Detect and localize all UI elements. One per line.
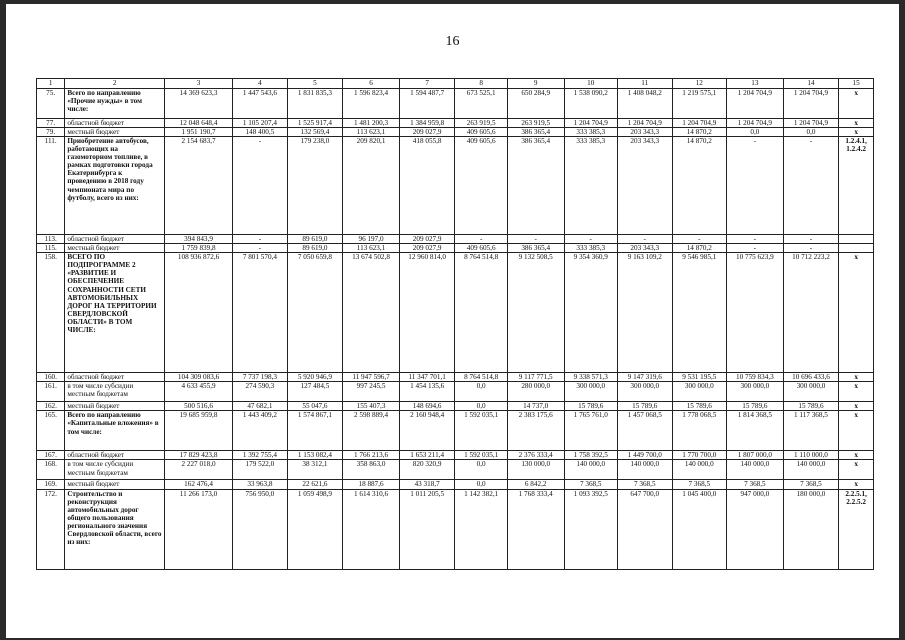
row-number: 158. bbox=[37, 253, 65, 373]
amount-cell: 108 936 872,6 bbox=[164, 253, 232, 373]
amount-cell: - bbox=[727, 244, 784, 253]
amount-cell: 8 764 514,8 bbox=[455, 373, 507, 382]
amount-cell: 1 592 035,1 bbox=[455, 411, 507, 451]
amount-cell: 2 227 018,0 bbox=[164, 460, 232, 480]
row-number: 165. bbox=[37, 411, 65, 451]
amount-cell: 14 369 623,3 bbox=[164, 89, 232, 119]
target-indicator-cell: x bbox=[839, 373, 874, 382]
table-row bbox=[37, 89, 874, 119]
amount-cell: 7 737 198,3 bbox=[233, 373, 288, 382]
amount-cell: 386 365,4 bbox=[507, 244, 564, 253]
amount-cell: 263 919,5 bbox=[455, 119, 507, 128]
amount-cell: 10 712 223,2 bbox=[783, 253, 839, 373]
target-indicator-cell bbox=[839, 244, 874, 253]
amount-cell: 209 027,9 bbox=[399, 128, 455, 137]
header-cell: 5 bbox=[287, 79, 343, 89]
amount-cell: 409 605,6 bbox=[455, 128, 507, 137]
row-title: областной бюджет bbox=[65, 373, 165, 382]
amount-cell: 11 266 173,0 bbox=[164, 489, 232, 569]
amount-cell: 0,0 bbox=[455, 382, 507, 402]
amount-cell: 155 407,3 bbox=[343, 402, 400, 411]
row-title: Приобретение автобусов, работающих на газомоторном топливе, в рамках подготовки города Екатеринбурга к проведению в 2018 году чемпионата мира по футболу, всего из них: bbox=[65, 137, 165, 235]
amount-cell: 140 000,0 bbox=[564, 460, 617, 480]
amount-cell: 1 574 867,1 bbox=[287, 411, 343, 451]
amount-cell: 1 408 048,2 bbox=[617, 89, 672, 119]
table-row bbox=[37, 382, 874, 402]
amount-cell: - bbox=[783, 137, 839, 235]
amount-cell: 300 000,0 bbox=[564, 382, 617, 402]
amount-cell: 1 449 700,0 bbox=[617, 451, 672, 460]
amount-cell: 0,0 bbox=[455, 402, 507, 411]
target-indicator-cell: 2.2.5.1, 2.2.5.2 bbox=[839, 489, 874, 569]
amount-cell: 0,0 bbox=[455, 460, 507, 480]
amount-cell: 1 614 310,6 bbox=[343, 489, 400, 569]
amount-cell: 179 238,0 bbox=[287, 137, 343, 235]
amount-cell: 9 531 195,5 bbox=[672, 373, 727, 382]
amount-cell: 7 368,5 bbox=[564, 480, 617, 489]
header-cell: 3 bbox=[164, 79, 232, 89]
target-indicator-cell: x bbox=[839, 402, 874, 411]
row-number: 168. bbox=[37, 460, 65, 480]
amount-cell: - bbox=[727, 235, 784, 244]
amount-cell: 6 842,2 bbox=[507, 480, 564, 489]
amount-cell: - bbox=[783, 235, 839, 244]
amount-cell: - bbox=[617, 235, 672, 244]
amount-cell: 203 343,3 bbox=[617, 244, 672, 253]
amount-cell: 43 318,7 bbox=[399, 480, 455, 489]
amount-cell: 15 789,6 bbox=[727, 402, 784, 411]
amount-cell: 409 605,6 bbox=[455, 137, 507, 235]
amount-cell: 9 546 985,1 bbox=[672, 253, 727, 373]
amount-cell: 2 154 683,7 bbox=[164, 137, 232, 235]
amount-cell: 12 048 648,4 bbox=[164, 119, 232, 128]
amount-cell: 11 347 701,1 bbox=[399, 373, 455, 382]
amount-cell: 1 392 755,4 bbox=[233, 451, 288, 460]
amount-cell: 19 685 959,8 bbox=[164, 411, 232, 451]
amount-cell: - bbox=[727, 137, 784, 235]
amount-cell: 300 000,0 bbox=[672, 382, 727, 402]
amount-cell: 1 011 205,5 bbox=[399, 489, 455, 569]
document-page bbox=[6, 4, 899, 638]
amount-cell: 1 204 704,9 bbox=[617, 119, 672, 128]
amount-cell: 18 887,6 bbox=[343, 480, 400, 489]
amount-cell: 647 700,0 bbox=[617, 489, 672, 569]
amount-cell: 2 383 175,6 bbox=[507, 411, 564, 451]
amount-cell: 1 204 704,9 bbox=[727, 119, 784, 128]
amount-cell: 0,0 bbox=[727, 128, 784, 137]
amount-cell: 1 204 704,9 bbox=[727, 89, 784, 119]
amount-cell: 1 766 213,6 bbox=[343, 451, 400, 460]
amount-cell: 7 368,5 bbox=[617, 480, 672, 489]
amount-cell: 1 443 409,2 bbox=[233, 411, 288, 451]
amount-cell: 12 960 814,0 bbox=[399, 253, 455, 373]
amount-cell: - bbox=[233, 137, 288, 235]
target-indicator-cell: x bbox=[839, 480, 874, 489]
header-cell: 9 bbox=[507, 79, 564, 89]
amount-cell: 14 870,2 bbox=[672, 244, 727, 253]
amount-cell: 4 633 455,9 bbox=[164, 382, 232, 402]
amount-cell: 10 775 623,9 bbox=[727, 253, 784, 373]
amount-cell: 1 807 000,0 bbox=[727, 451, 784, 460]
table-row bbox=[37, 411, 874, 451]
target-indicator-cell: x bbox=[839, 89, 874, 119]
amount-cell: 140 000,0 bbox=[617, 460, 672, 480]
row-title: местный бюджет bbox=[65, 128, 165, 137]
amount-cell: 127 484,5 bbox=[287, 382, 343, 402]
amount-cell: 1 758 392,5 bbox=[564, 451, 617, 460]
amount-cell: 10 696 433,6 bbox=[783, 373, 839, 382]
amount-cell: 15 789,6 bbox=[783, 402, 839, 411]
table-row bbox=[37, 137, 874, 235]
amount-cell: 9 132 508,5 bbox=[507, 253, 564, 373]
amount-cell: 113 623,1 bbox=[343, 244, 400, 253]
amount-cell: 1 384 959,8 bbox=[399, 119, 455, 128]
amount-cell: 8 764 514,8 bbox=[455, 253, 507, 373]
header-cell: 8 bbox=[455, 79, 507, 89]
amount-cell: 9 338 571,3 bbox=[564, 373, 617, 382]
target-indicator-cell: x bbox=[839, 119, 874, 128]
amount-cell: 1 525 917,4 bbox=[287, 119, 343, 128]
table-row bbox=[37, 460, 874, 480]
amount-cell: 1 596 823,4 bbox=[343, 89, 400, 119]
amount-cell: 5 920 946,9 bbox=[287, 373, 343, 382]
target-indicator-cell bbox=[839, 235, 874, 244]
amount-cell: 1 592 035,1 bbox=[455, 451, 507, 460]
amount-cell: 1 770 700,0 bbox=[672, 451, 727, 460]
row-title: Всего по направлению «Прочие нужды» в том числе: bbox=[65, 89, 165, 119]
header-cell: 15 bbox=[839, 79, 874, 89]
table-row bbox=[37, 119, 874, 128]
amount-cell: 274 590,3 bbox=[233, 382, 288, 402]
amount-cell: 1 204 704,9 bbox=[564, 119, 617, 128]
row-title: местный бюджет bbox=[65, 480, 165, 489]
amount-cell: 1 093 392,5 bbox=[564, 489, 617, 569]
amount-cell: 9 147 319,6 bbox=[617, 373, 672, 382]
header-cell: 13 bbox=[727, 79, 784, 89]
amount-cell: 1 045 400,0 bbox=[672, 489, 727, 569]
row-number: 113. bbox=[37, 235, 65, 244]
table-row bbox=[37, 373, 874, 382]
row-title: ВСЕГО ПО ПОДПРОГРАММЕ 2 «РАЗВИТИЕ И ОБЕСПЕЧЕНИЕ СОХРАННОСТИ СЕТИ АВТОМОБИЛЬНЫХ ДОРОГ НА ТЕРРИТОРИИ СВЕРДЛОВСКОЙ ОБЛАСТИ» В ТОМ ЧИСЛЕ: bbox=[65, 253, 165, 373]
header-cell: 14 bbox=[783, 79, 839, 89]
amount-cell: - bbox=[455, 235, 507, 244]
amount-cell: 650 284,9 bbox=[507, 89, 564, 119]
header-cell: 11 bbox=[617, 79, 672, 89]
amount-cell: 104 309 083,6 bbox=[164, 373, 232, 382]
amount-cell: 1 481 200,3 bbox=[343, 119, 400, 128]
amount-cell: 1 059 498,9 bbox=[287, 489, 343, 569]
amount-cell: 409 605,6 bbox=[455, 244, 507, 253]
amount-cell: 14 870,2 bbox=[672, 137, 727, 235]
amount-cell: 179 522,0 bbox=[233, 460, 288, 480]
amount-cell: 209 027,9 bbox=[399, 244, 455, 253]
header-cell: 4 bbox=[233, 79, 288, 89]
amount-cell: 33 963,8 bbox=[233, 480, 288, 489]
amount-cell: 500 516,6 bbox=[164, 402, 232, 411]
amount-cell: - bbox=[783, 244, 839, 253]
table-row bbox=[37, 253, 874, 373]
table-row bbox=[37, 128, 874, 137]
amount-cell: 13 674 502,8 bbox=[343, 253, 400, 373]
amount-cell: 1 538 090,2 bbox=[564, 89, 617, 119]
header-cell: 12 bbox=[672, 79, 727, 89]
amount-cell: - bbox=[233, 235, 288, 244]
header-cell: 1 bbox=[37, 79, 65, 89]
amount-cell: 203 343,3 bbox=[617, 128, 672, 137]
amount-cell: 7 368,5 bbox=[672, 480, 727, 489]
amount-cell: 1 105 207,4 bbox=[233, 119, 288, 128]
amount-cell: - bbox=[233, 244, 288, 253]
row-number: 162. bbox=[37, 402, 65, 411]
amount-cell: - bbox=[564, 235, 617, 244]
amount-cell: 140 000,0 bbox=[727, 460, 784, 480]
target-indicator-cell: x bbox=[839, 411, 874, 451]
amount-cell: 333 385,3 bbox=[564, 137, 617, 235]
amount-cell: 14 737,0 bbox=[507, 402, 564, 411]
amount-cell: 209 027,9 bbox=[399, 235, 455, 244]
amount-cell: 997 245,5 bbox=[343, 382, 400, 402]
table-header-row bbox=[37, 79, 874, 89]
amount-cell: 1 457 068,5 bbox=[617, 411, 672, 451]
amount-cell: 55 047,6 bbox=[287, 402, 343, 411]
amount-cell: 148 400,5 bbox=[233, 128, 288, 137]
amount-cell: 947 000,0 bbox=[727, 489, 784, 569]
row-title: местный бюджет bbox=[65, 402, 165, 411]
amount-cell: 15 789,6 bbox=[672, 402, 727, 411]
amount-cell: 394 843,9 bbox=[164, 235, 232, 244]
amount-cell: 386 365,4 bbox=[507, 137, 564, 235]
amount-cell: 418 055,8 bbox=[399, 137, 455, 235]
amount-cell: 140 000,0 bbox=[672, 460, 727, 480]
row-number: 172. bbox=[37, 489, 65, 569]
row-number: 167. bbox=[37, 451, 65, 460]
target-indicator-cell: x bbox=[839, 128, 874, 137]
row-number: 75. bbox=[37, 89, 65, 119]
header-cell: 2 bbox=[65, 79, 165, 89]
amount-cell: 1 765 761,0 bbox=[564, 411, 617, 451]
table-row bbox=[37, 489, 874, 569]
amount-cell: 1 117 368,5 bbox=[783, 411, 839, 451]
amount-cell: 333 385,3 bbox=[564, 128, 617, 137]
amount-cell: 113 623,1 bbox=[343, 128, 400, 137]
target-indicator-cell: x bbox=[839, 253, 874, 373]
row-title: областной бюджет bbox=[65, 451, 165, 460]
row-title: областной бюджет bbox=[65, 119, 165, 128]
amount-cell: 1 142 382,1 bbox=[455, 489, 507, 569]
amount-cell: 820 320,9 bbox=[399, 460, 455, 480]
amount-cell: 1 153 082,4 bbox=[287, 451, 343, 460]
target-indicator-cell: 1.2.4.1, 1.2.4.2 bbox=[839, 137, 874, 235]
amount-cell: 300 000,0 bbox=[783, 382, 839, 402]
amount-cell: - bbox=[672, 235, 727, 244]
row-number: 115. bbox=[37, 244, 65, 253]
amount-cell: 358 863,0 bbox=[343, 460, 400, 480]
amount-cell: 15 789,6 bbox=[617, 402, 672, 411]
row-title: областной бюджет bbox=[65, 235, 165, 244]
amount-cell: 162 476,4 bbox=[164, 480, 232, 489]
amount-cell: 1 951 190,7 bbox=[164, 128, 232, 137]
table-row bbox=[37, 402, 874, 411]
amount-cell: 130 000,0 bbox=[507, 460, 564, 480]
amount-cell: 280 000,0 bbox=[507, 382, 564, 402]
amount-cell: 1 204 704,9 bbox=[783, 119, 839, 128]
target-indicator-cell: x bbox=[839, 382, 874, 402]
amount-cell: 1 594 487,7 bbox=[399, 89, 455, 119]
amount-cell: 1 768 333,4 bbox=[507, 489, 564, 569]
budget-table bbox=[36, 78, 874, 570]
amount-cell: 89 619,0 bbox=[287, 244, 343, 253]
row-title: Всего по направлению «Капитальные вложения» в том числе: bbox=[65, 411, 165, 451]
target-indicator-cell: x bbox=[839, 460, 874, 480]
amount-cell: 89 619,0 bbox=[287, 235, 343, 244]
amount-cell: 1 454 135,6 bbox=[399, 382, 455, 402]
row-title: в том числе субсидии местным бюджетам bbox=[65, 460, 165, 480]
table-row bbox=[37, 235, 874, 244]
amount-cell: 9 163 109,2 bbox=[617, 253, 672, 373]
amount-cell: 140 000,0 bbox=[783, 460, 839, 480]
row-number: 79. bbox=[37, 128, 65, 137]
amount-cell: 22 621,6 bbox=[287, 480, 343, 489]
amount-cell: 263 919,5 bbox=[507, 119, 564, 128]
row-number: 161. bbox=[37, 382, 65, 402]
amount-cell: 756 950,0 bbox=[233, 489, 288, 569]
amount-cell: 2 160 948,4 bbox=[399, 411, 455, 451]
row-number: 77. bbox=[37, 119, 65, 128]
table-row bbox=[37, 244, 874, 253]
amount-cell: 209 820,1 bbox=[343, 137, 400, 235]
amount-cell: 148 694,6 bbox=[399, 402, 455, 411]
row-number: 111. bbox=[37, 137, 65, 235]
amount-cell: 1 204 704,9 bbox=[783, 89, 839, 119]
amount-cell: 17 829 423,8 bbox=[164, 451, 232, 460]
row-title: в том числе субсидии местным бюджетам bbox=[65, 382, 165, 402]
table-row bbox=[37, 480, 874, 489]
amount-cell: 9 117 771,5 bbox=[507, 373, 564, 382]
amount-cell: 2 598 889,4 bbox=[343, 411, 400, 451]
amount-cell: 7 050 659,8 bbox=[287, 253, 343, 373]
amount-cell: 0,0 bbox=[783, 128, 839, 137]
amount-cell: - bbox=[507, 235, 564, 244]
amount-cell: 7 368,5 bbox=[783, 480, 839, 489]
page-number: 16 bbox=[445, 34, 460, 49]
amount-cell: 1 219 575,1 bbox=[672, 89, 727, 119]
amount-cell: 1 653 211,4 bbox=[399, 451, 455, 460]
amount-cell: 300 000,0 bbox=[617, 382, 672, 402]
amount-cell: 47 682,1 bbox=[233, 402, 288, 411]
amount-cell: 1 759 839,8 bbox=[164, 244, 232, 253]
amount-cell: 673 525,1 bbox=[455, 89, 507, 119]
amount-cell: 1 814 368,5 bbox=[727, 411, 784, 451]
amount-cell: 15 789,6 bbox=[564, 402, 617, 411]
amount-cell: 10 759 834,3 bbox=[727, 373, 784, 382]
amount-cell: 333 385,3 bbox=[564, 244, 617, 253]
header-cell: 10 bbox=[564, 79, 617, 89]
amount-cell: 38 312,1 bbox=[287, 460, 343, 480]
amount-cell: 1 778 068,5 bbox=[672, 411, 727, 451]
amount-cell: 2 376 333,4 bbox=[507, 451, 564, 460]
amount-cell: 300 000,0 bbox=[727, 382, 784, 402]
amount-cell: 9 354 360,9 bbox=[564, 253, 617, 373]
amount-cell: 386 365,4 bbox=[507, 128, 564, 137]
amount-cell: 1 831 835,3 bbox=[287, 89, 343, 119]
amount-cell: 0,0 bbox=[455, 480, 507, 489]
amount-cell: 203 343,3 bbox=[617, 137, 672, 235]
amount-cell: 7 801 570,4 bbox=[233, 253, 288, 373]
row-title: Строительство и реконструкция автомобильных дорог общего пользования регионального значения Свердловской области, всего из них: bbox=[65, 489, 165, 569]
row-number: 169. bbox=[37, 480, 65, 489]
table-row bbox=[37, 451, 874, 460]
amount-cell: 1 204 704,9 bbox=[672, 119, 727, 128]
amount-cell: 1 447 543,6 bbox=[233, 89, 288, 119]
amount-cell: 11 947 596,7 bbox=[343, 373, 400, 382]
amount-cell: 14 870,2 bbox=[672, 128, 727, 137]
amount-cell: 96 197,0 bbox=[343, 235, 400, 244]
row-number: 160. bbox=[37, 373, 65, 382]
row-title: местный бюджет bbox=[65, 244, 165, 253]
header-cell: 7 bbox=[399, 79, 455, 89]
amount-cell: 1 110 000,0 bbox=[783, 451, 839, 460]
amount-cell: 7 368,5 bbox=[727, 480, 784, 489]
amount-cell: 132 569,4 bbox=[287, 128, 343, 137]
target-indicator-cell: x bbox=[839, 451, 874, 460]
amount-cell: 180 000,0 bbox=[783, 489, 839, 569]
header-cell: 6 bbox=[343, 79, 400, 89]
